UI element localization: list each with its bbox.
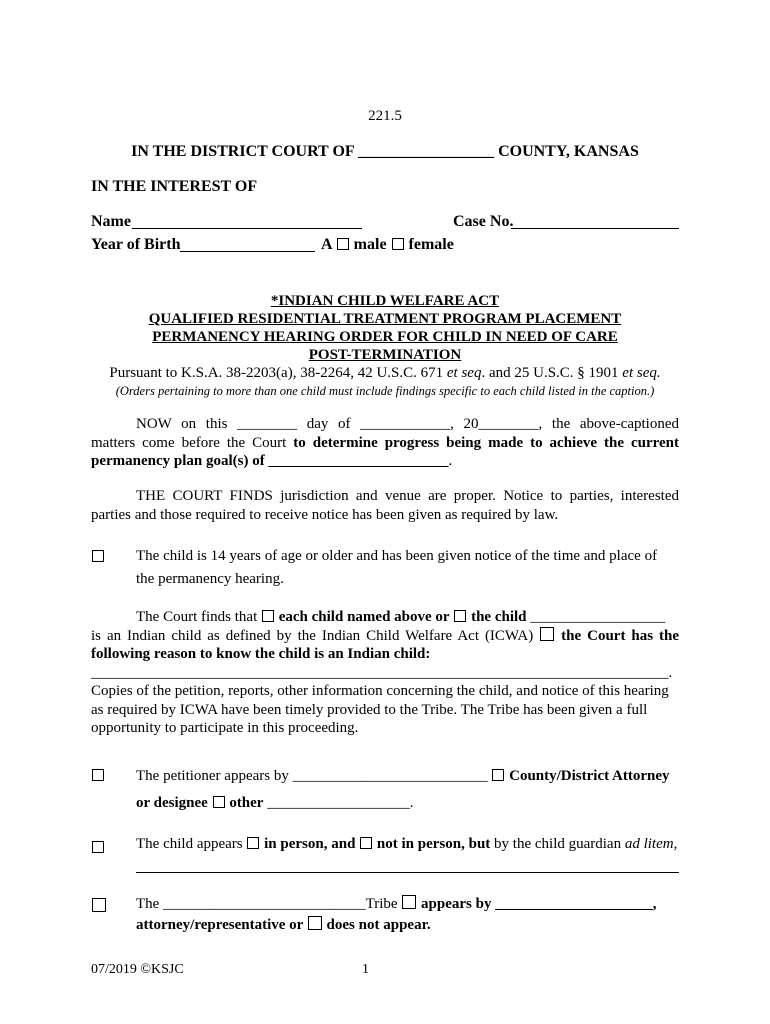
the-child-checkbox[interactable] bbox=[454, 610, 466, 622]
title-line-2: QUALIFIED RESIDENTIAL TREATMENT PROGRAM PLACEMENT bbox=[148, 311, 622, 327]
reason-to-know-checkbox[interactable] bbox=[540, 627, 554, 641]
in-person-checkbox[interactable] bbox=[247, 837, 259, 849]
case-number-label: Case No. bbox=[453, 213, 514, 230]
county-blank[interactable]: _________________ bbox=[358, 143, 495, 160]
court-header-post: COUNTY, KANSAS bbox=[498, 143, 639, 160]
form-number: 221.5 bbox=[368, 108, 402, 124]
year-of-birth-label: Year of Birth bbox=[91, 236, 181, 253]
footer-revision: 07/2019 ©KSJC bbox=[91, 962, 184, 977]
child-appears-item: The child appears in person, and not in person, but by the child guardian ad litem, bbox=[136, 836, 678, 852]
title-line-1: *INDIAN CHILD WELFARE ACT bbox=[270, 293, 500, 309]
court-header bbox=[0, 143, 770, 161]
icwa-finding: The Court finds that each child named above or the child __________________ is an Indian child as defined by the Indian Child Welfare Act (ICWA) the Court has the following reason to know the child is an Indian child: _____________________________________________________________________________. Copies of the petition, reports, other information concerning the child, and notice of this hearing as required by ICWA have been timely provided to the Tribe. The Tribe has been given a full opportunity to participate in this proceeding. bbox=[91, 609, 680, 736]
case-number-field[interactable] bbox=[511, 228, 679, 229]
petitioner-item: The petitioner appears by __________________________ County/District Attorney or designee other ___________________. bbox=[136, 768, 670, 811]
interest-of-label: IN THE INTEREST OF bbox=[91, 178, 258, 195]
child-appears-checkbox[interactable] bbox=[92, 841, 104, 853]
now-paragraph: NOW on this ________ day of ____________, 20________, the above-captioned matters come before the Court to determine progress being made to achieve the current permanency plan goal(s) of ________________________. bbox=[91, 416, 680, 469]
age-14-item: The child is 14 years of age or older and has been given notice of the time and place of the permanency hearing. bbox=[136, 548, 658, 587]
name-field[interactable] bbox=[132, 228, 362, 229]
court-header-pre: IN THE DISTRICT COURT OF bbox=[131, 143, 355, 160]
male-label: male bbox=[353, 236, 387, 253]
year-of-birth-field[interactable] bbox=[180, 251, 315, 252]
orders-note: (Orders pertaining to more than one child must include findings specific to each child listed in the caption.) bbox=[115, 384, 655, 398]
statute-citation: Pursuant to K.S.A. 38-2203(a), 38-2264, 42 U.S.C. 671 et seq. and 25 U.S.C. § 1901 et seq. bbox=[109, 365, 661, 381]
not-in-person-checkbox[interactable] bbox=[360, 837, 372, 849]
child-appears-blank-line[interactable] bbox=[136, 872, 679, 873]
tribe-checkbox[interactable] bbox=[92, 898, 106, 912]
tribe-item: The ___________________________Tribe appears by _____________________, attorney/representative or does not appear. bbox=[136, 896, 657, 933]
title-line-3: PERMANENCY HEARING ORDER FOR CHILD IN NEED OF CARE bbox=[152, 329, 618, 345]
each-child-checkbox[interactable] bbox=[262, 610, 274, 622]
male-checkbox[interactable] bbox=[337, 238, 349, 250]
county-attorney-checkbox[interactable] bbox=[492, 769, 504, 781]
tribe-appears-checkbox[interactable] bbox=[402, 895, 416, 909]
petitioner-checkbox[interactable] bbox=[92, 769, 104, 781]
sex-article: A bbox=[321, 236, 332, 253]
tribe-not-appear-checkbox[interactable] bbox=[308, 916, 322, 930]
name-label: Name bbox=[91, 213, 131, 230]
title-line-4: POST-TERMINATION bbox=[308, 347, 462, 363]
other-checkbox[interactable] bbox=[213, 796, 225, 808]
page-number: 1 bbox=[362, 962, 369, 977]
female-label: female bbox=[408, 236, 454, 253]
sex-selection bbox=[321, 236, 454, 254]
age-14-checkbox[interactable] bbox=[92, 550, 104, 562]
court-finds-paragraph: THE COURT FINDS jurisdiction and venue are proper. Notice to parties, interested parties and those required to receive notice has been given as required by law. bbox=[91, 488, 679, 523]
female-checkbox[interactable] bbox=[392, 238, 404, 250]
